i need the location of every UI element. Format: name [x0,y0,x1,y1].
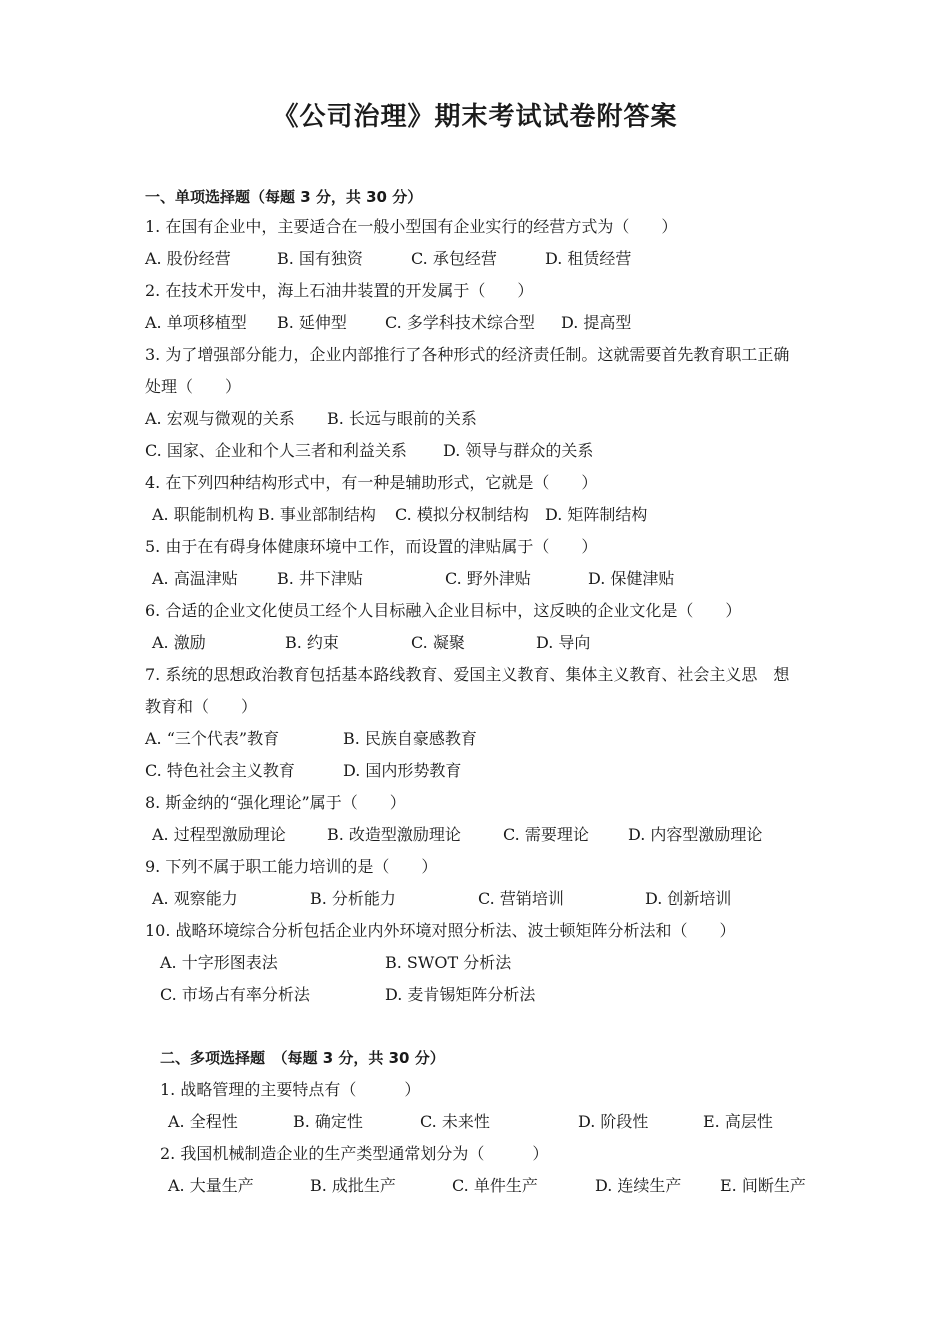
section-heading-multiple-choice: 二、多项选择题 （每题 3 分，共 30 分） [160,1049,445,1067]
q7-option-b: B. 民族自豪感教育 [343,729,477,748]
q6-option-c: C. 凝聚 [411,633,465,652]
q10-option-b: B. SWOT 分析法 [385,953,512,972]
q5-option-a: A. 高温津贴 [152,569,238,588]
q8-option-d: D. 内容型激励理论 [628,825,763,844]
q4-option-b: B. 事业部制结构 [258,505,376,524]
q4-option-d: D. 矩阵制结构 [545,505,648,524]
q5-option-c: C. 野外津贴 [445,569,531,588]
q2-option-c: C. 多学科技术综合型 [385,313,535,332]
q2-option-d: D. 提高型 [561,313,632,332]
question-3-line-2: 处理（ ） [145,377,242,396]
q2-option-a: A. 单项移植型 [145,313,247,332]
mq1-option-e: E. 高层性 [703,1112,773,1131]
q7-option-a: A. “三个代表”教育 [145,729,280,748]
mq1-option-c: C. 未来性 [420,1112,490,1131]
question-6: 6. 合适的企业文化使员工经个人目标融入企业目标中，这反映的企业文化是（ ） [145,601,742,620]
q6-option-a: A. 激励 [152,633,206,652]
q5-option-d: D. 保健津贴 [588,569,675,588]
q9-option-c: C. 营销培训 [478,889,564,908]
question-10: 10. 战略环境综合分析包括企业内外环境对照分析法、波士顿矩阵分析法和（ ） [145,921,736,940]
q9-option-b: B. 分析能力 [310,889,396,908]
q9-option-a: A. 观察能力 [152,889,238,908]
mq1-option-b: B. 确定性 [293,1112,363,1131]
q1-option-d: D. 租赁经营 [545,249,632,268]
q3-option-a: A. 宏观与微观的关系 [145,409,295,428]
q1-option-b: B. 国有独资 [277,249,363,268]
mq2-option-a: A. 大量生产 [168,1176,254,1195]
question-9: 9. 下列不属于职工能力培训的是（ ） [145,857,438,876]
mq1-option-a: A. 全程性 [168,1112,238,1131]
question-8: 8. 斯金纳的“强化理论”属于（ ） [145,793,406,812]
q3-option-c: C. 国家、企业和个人三者和利益关系 [145,441,407,460]
q8-option-c: C. 需要理论 [503,825,589,844]
q9-option-d: D. 创新培训 [645,889,732,908]
question-7-line-2: 教育和（ ） [145,697,258,716]
multi-question-1: 1. 战略管理的主要特点有（ ） [160,1080,421,1099]
q3-option-d: D. 领导与群众的关系 [443,441,594,460]
q1-option-c: C. 承包经营 [411,249,497,268]
q1-option-a: A. 股份经营 [145,249,231,268]
q6-option-b: B. 约束 [285,633,339,652]
question-2: 2. 在技术开发中，海上石油井装置的开发属于（ ） [145,281,534,300]
mq1-option-d: D. 阶段性 [578,1112,649,1131]
q10-option-c: C. 市场占有率分析法 [160,985,310,1004]
question-3-line-1: 3. 为了增强部分能力，企业内部推行了各种形式的经济责任制。这就需要首先教育职工正确 [145,345,790,364]
question-1: 1. 在国有企业中，主要适合在一般小型国有企业实行的经营方式为（ ） [145,217,678,236]
question-4: 4. 在下列四种结构形式中，有一种是辅助形式，它就是（ ） [145,473,598,492]
q3-option-b: B. 长远与眼前的关系 [327,409,477,428]
q5-option-b: B. 井下津贴 [277,569,363,588]
mq2-option-d: D. 连续生产 [595,1176,682,1195]
q10-option-a: A. 十字形图表法 [160,953,278,972]
q8-option-a: A. 过程型激励理论 [152,825,286,844]
q7-option-c: C. 特色社会主义教育 [145,761,295,780]
multi-question-2: 2. 我国机械制造企业的生产类型通常划分为（ ） [160,1144,549,1163]
mq2-option-b: B. 成批生产 [310,1176,396,1195]
q6-option-d: D. 导向 [536,633,591,652]
q4-option-a: A. 职能制机构 [152,505,254,524]
q7-option-d: D. 国内形势教育 [343,761,462,780]
mq2-option-c: C. 单件生产 [452,1176,538,1195]
question-7-line-1: 7. 系统的思想政治教育包括基本路线教育、爱国主义教育、集体主义教育、社会主义思 想 [145,665,790,684]
question-5: 5. 由于在有碍身体健康环境中工作，而设置的津贴属于（ ） [145,537,598,556]
q10-option-d: D. 麦肯锡矩阵分析法 [385,985,536,1004]
mq2-option-e: E. 间断生产 [720,1176,806,1195]
q8-option-b: B. 改造型激励理论 [327,825,461,844]
section-heading-single-choice: 一、单项选择题（每题 3 分，共 30 分） [145,188,423,206]
q2-option-b: B. 延伸型 [277,313,347,332]
q4-option-c: C. 模拟分权制结构 [395,505,529,524]
page-title: 《公司治理》期末考试试卷附答案 [272,102,678,132]
